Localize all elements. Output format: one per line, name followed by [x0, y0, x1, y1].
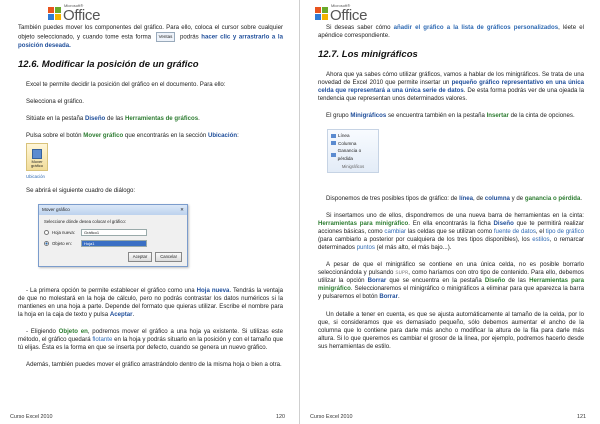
radio-object-in[interactable]: [44, 241, 49, 246]
sparklines-ribbon-group: [327, 129, 379, 173]
option-new-sheet[interactable]: Hoja nueva: Gráfico1: [44, 229, 182, 236]
move-chart-dialog: Mover gráfico ✕ Seleccione dónde desea colocar el gráfico: Hoja nueva: Gráfico1 Objeto en: Hoja1 Aceptar Cancelar: [38, 204, 188, 266]
paragraph: - La primera opción te permite establecer el gráfico como una Hoja nueva. Tendrás la ventaja de que no molestará en la hoja de cálculo, pero no podrás contrastar los datos numéricos si la mantienes en una hoja a parte. Depende del formato que quieras utilizar. Escribe el nombre para la hoja en la caja de texto y pulsa Aceptar.: [18, 286, 284, 318]
right-page: [300, 0, 600, 424]
radio-new-sheet[interactable]: [44, 230, 49, 235]
page-footer: [10, 414, 285, 421]
paragraph: Disponemos de tres posibles tipos de gráfico: de línea, de columna y de ganancia o pérdida.: [326, 195, 583, 203]
object-in-select[interactable]: Hoja1: [81, 240, 147, 247]
win-loss-icon: [331, 153, 336, 157]
office-logo-icon: [48, 7, 61, 20]
line-chart-icon: [331, 134, 336, 138]
paragraph: A pesar de que el minigráfico se contiene en una única celda, no es posible borrarlo seleccionándola y pulsando SUPR, como haríamos con otro tipo de contenido. Para ello, debemos utilizar la opción Borrar que se encuentra en la pestaña Diseño de las Herramientas para minigráfico. Seleccionaremos el minigráfico o minigráficos a eliminar para que aparezca la barra y pulsaremos el botón Borrar.: [318, 261, 584, 301]
mover-grafico-figure: [26, 143, 283, 180]
paragraph: Además, también puedes mover el gráfico arrastrándolo dentro de la misma hoja o bien a otra.: [26, 360, 282, 368]
office-logo-icon: [315, 7, 328, 20]
paragraph: Si insertamos uno de ellos, dispondremos de una nueva barra de herramientas en la cinta: Herramientas para minigráfico. En ella encontrarás la ficha Diseño que te permitirá realizar acciones básicas, como cambiar las celdas que se utilizan como fuente de datos, el tipo de gráfico (para cambiarlo a posterior por cualquiera de los tres tipos disponibles), los estilos, o remarcar determinados puntos (el más alto, el más bajo...).: [318, 212, 585, 252]
footer-title: Curso Excel 2010: [10, 413, 53, 420]
logo-office: Office: [63, 6, 101, 24]
office-logo: [315, 3, 367, 23]
page-footer: [310, 414, 586, 421]
paragraph: Pulsa sobre el botón Mover gráfico que encontrarás en la sección Ubicación:: [26, 131, 239, 139]
cancel-button[interactable]: Cancelar: [155, 252, 182, 262]
section-heading: 12.6. Modificar la posición de un gráfico: [18, 59, 199, 70]
paragraph: El grupo Minigráficos se encuentra también en la pestaña Insertar de la cinta de opciones.: [326, 111, 575, 119]
office-logo: [48, 3, 100, 23]
group-caption: Minigráficos: [341, 163, 365, 169]
paragraph: Se abrirá el siguiente cuadro de diálogo:: [26, 187, 136, 195]
move-cursor-icon: Ventas: [156, 32, 176, 42]
section-heading: 12.7. Los minigráficos: [318, 49, 418, 61]
page-number: 121: [577, 413, 586, 420]
paragraph: Un detalle a tener en cuenta, es que se ajusta automáticamente al tamaño de la celda, por lo que, si consideramos que es demasiado pequeño, sólo debemos aumentar el ancho de la columna que lo contiene para darle más ancho o modificar la altura de la fila para darle más altura. Si lo que queremos es cambiar el grosor de la línea, por ejemplo, podremos hacerlo desde sus herramientas de estilo.: [318, 310, 584, 350]
sparkline-winloss-button[interactable]: Ganancia o pérdida: [331, 147, 375, 163]
dialog-titlebar: Mover gráfico ✕: [39, 205, 187, 215]
paragraph: Si deseas saber cómo añadir el gráfico a la lista de gráficos personalizados, léete el apéndice correspondiente.: [318, 24, 584, 40]
footer-title: Curso Excel 2010: [310, 413, 353, 420]
paragraph: Sitúate en la pestaña Diseño de las Herramientas de gráficos.: [26, 114, 200, 122]
logo-office: Office: [330, 6, 368, 24]
sparkline-column-button[interactable]: Columna: [331, 140, 375, 148]
mover-grafico-button[interactable]: Mover gráfico: [26, 143, 48, 171]
paragraph: Selecciona el gráfico.: [26, 97, 84, 105]
paragraph: - Eligiendo Objeto en, podremos mover el gráfico a una hoja ya existente. Si utilizas este método, el gráfico quedará flotante en la hoja y podrás situarlo en la posición y con el tamaño que tú elijas. Ésta es la forma en que se inserta por defecto, cuando se genera un nuevo gráfico.: [18, 327, 283, 351]
logo-microsoft: Microsoft®: [64, 2, 84, 8]
option-object-in[interactable]: Objeto en: Hoja1: [44, 240, 182, 247]
sparkline-line-button[interactable]: Línea: [331, 132, 375, 140]
logo-microsoft: Microsoft®: [331, 2, 351, 8]
page-number: 120: [276, 413, 285, 420]
paragraph: También puedes mover los componentes del gráfico. Para ello, coloca el cursor sobre cualquier objeto seleccionado, y cuando tome esta forma Ventas podrás hacer clic y arrastrarlo a la posición deseada.: [18, 24, 283, 49]
accept-button[interactable]: Aceptar: [128, 252, 152, 262]
ubicacion-caption: Ubicación: [26, 173, 45, 179]
new-sheet-input[interactable]: Gráfico1: [81, 229, 147, 236]
close-icon[interactable]: ✕: [180, 207, 184, 213]
column-chart-icon: [331, 141, 336, 145]
paragraph: Ahora que ya sabes cómo utilizar gráficos, vamos a hablar de los minigráficos. Se trata de una novedad de Excel 2010 que permite insertar un pequeño gráfico representativo en una única celda que representará a una única serie de datos. De esta forma podrás ver de una ojeada la tendencia que representan unos determinados valores.: [318, 70, 584, 102]
move-chart-icon: [32, 149, 42, 159]
paragraph: Excel te permite decidir la posición del gráfico en el documento. Para ello:: [26, 80, 226, 88]
